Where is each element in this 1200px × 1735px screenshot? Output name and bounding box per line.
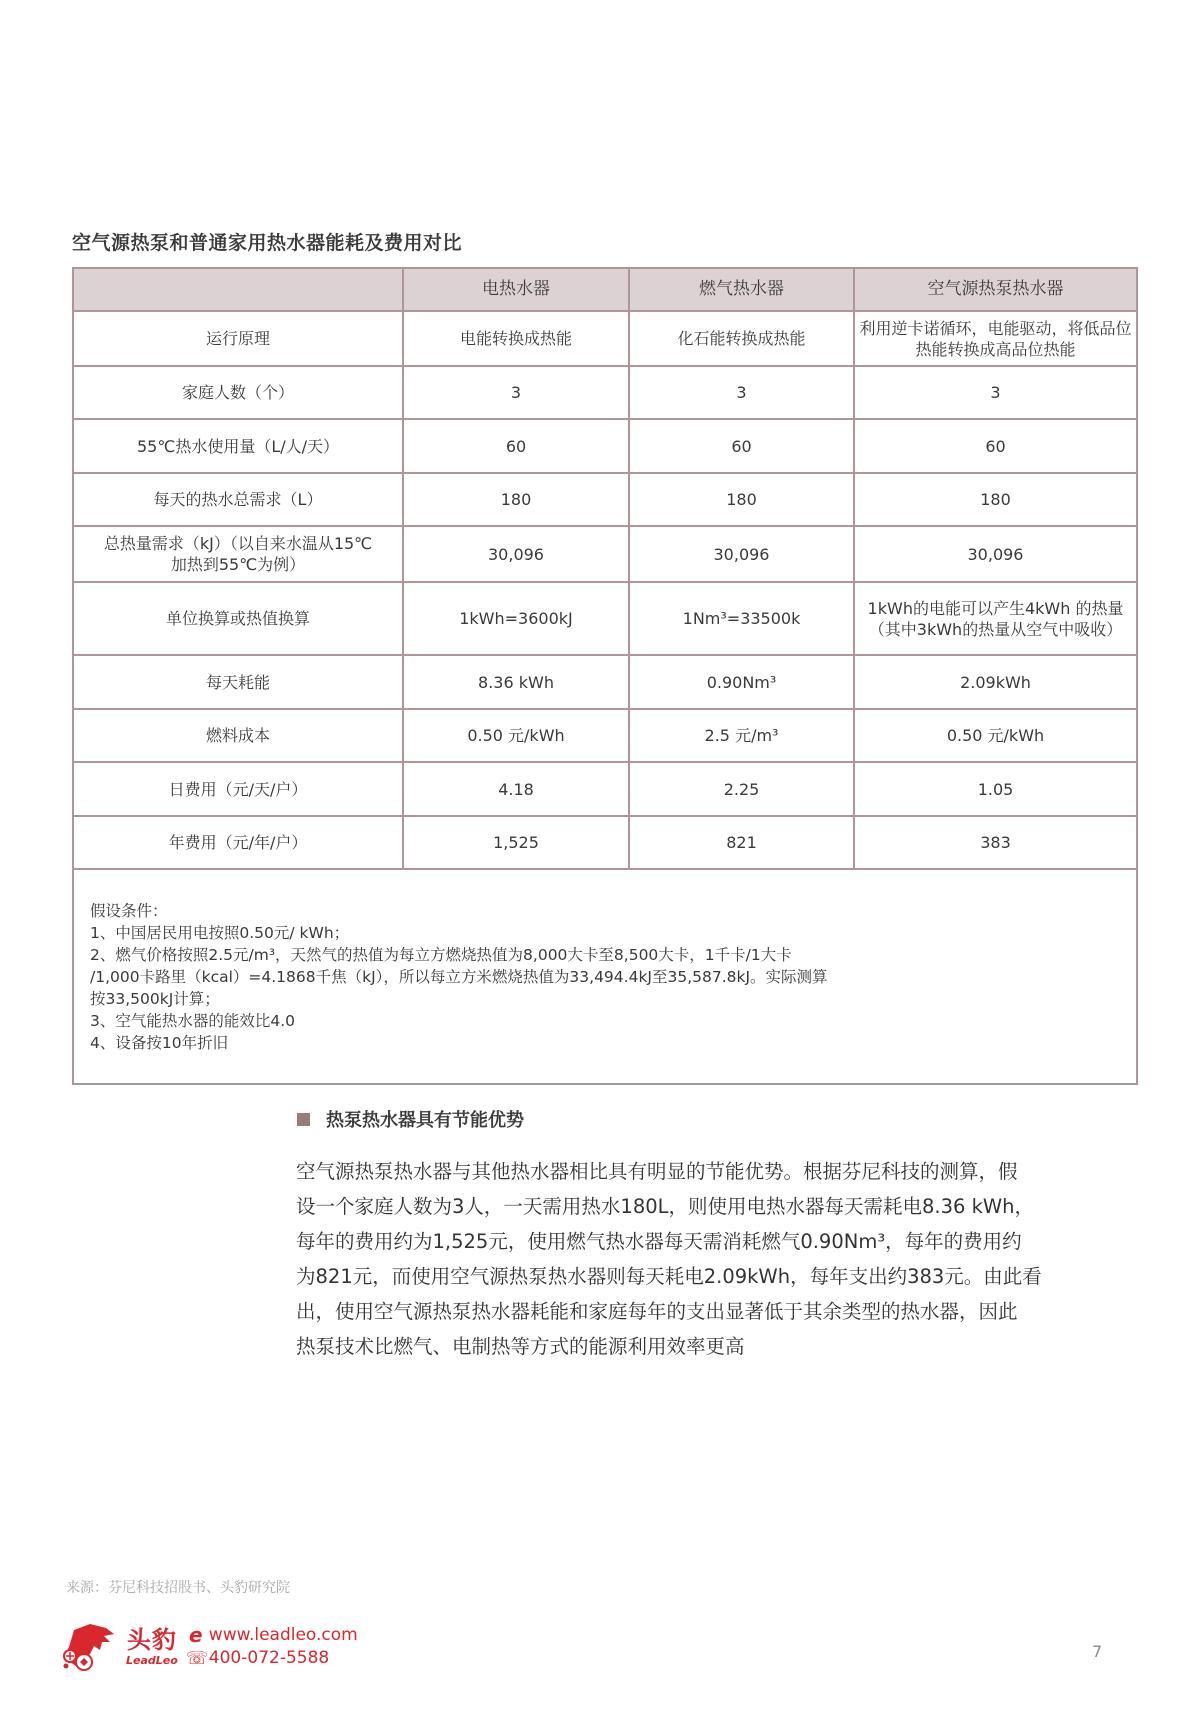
cell-gas: 2.25 [629, 762, 854, 816]
table-row [73, 311, 1137, 366]
header-cell-empty [73, 268, 403, 311]
table-row [73, 366, 1137, 419]
brand-name [126, 1626, 178, 1668]
cell-heatpump: 1kWh的电能可以产生4kWh 的热量（其中3kWh的热量从空气中吸收） [854, 582, 1137, 655]
document-title: 空气源热泵和普通家用热水器能耗及费用对比 [72, 232, 463, 254]
notes-heading: 假设条件： [90, 901, 168, 920]
assumptions-notes [73, 869, 1137, 1084]
cell-electric: 180 [403, 473, 629, 526]
header-cell-electric: 电热水器 [403, 268, 629, 311]
row-label: 燃料成本 [73, 709, 403, 762]
row-label: 年费用（元/年/户） [73, 816, 403, 869]
cell-gas: 180 [629, 473, 854, 526]
table-row [73, 419, 1137, 473]
note-item: 3、空气能热水器的能效比4.0 [90, 1011, 296, 1030]
website-link[interactable]: www.leadleo.com [208, 1625, 358, 1645]
note-item: 4、设备按10年折旧 [90, 1033, 229, 1052]
header-cell-heatpump: 空气源热泵热水器 [854, 268, 1137, 311]
cell-gas: 0.90Nm³ [629, 655, 854, 709]
cell-heatpump: 383 [854, 816, 1137, 869]
table-row [73, 762, 1137, 816]
table-row [73, 709, 1137, 762]
cell-gas: 821 [629, 816, 854, 869]
cell-gas: 30,096 [629, 526, 854, 582]
cell-electric: 60 [403, 419, 629, 473]
row-label: 每天的热水总需求（L） [73, 473, 403, 526]
note-item: 2、燃气价格按照2.5元/m³，天然气的热值为每立方燃烧热值为8,000大卡至8,500大卡，1千卡/1大卡 [90, 945, 792, 964]
row-label: 日费用（元/天/户） [73, 762, 403, 816]
notes-row [73, 869, 1137, 1084]
body-paragraph [296, 1154, 1136, 1364]
website-row [186, 1624, 358, 1647]
cell-electric: 1kWh=3600kJ [403, 582, 629, 655]
cell-electric: 4.18 [403, 762, 629, 816]
web-e-icon: e [189, 1623, 203, 1647]
cell-heatpump: 30,096 [854, 526, 1137, 582]
cell-electric: 30,096 [403, 526, 629, 582]
phone-icon: ☏ [185, 1648, 209, 1669]
paragraph-line: 每年的费用约为1,525元，使用燃气热水器每天需消耗燃气0.90Nm³，每年的费用约 [296, 1230, 1022, 1253]
cell-heatpump: 60 [854, 419, 1137, 473]
cell-gas: 1Nm³=33500k [629, 582, 854, 655]
cell-heatpump: 2.09kWh [854, 655, 1137, 709]
page-number: 7 [1092, 1642, 1103, 1661]
table-row [73, 526, 1137, 582]
cell-heatpump: 1.05 [854, 762, 1137, 816]
note-item: /1,000卡路里（kcal）=4.1868千焦（kJ），所以每立方米燃烧热值为33,494.4kJ至35,587.8kJ。实际测算 [90, 967, 828, 986]
brand-cn: 头豹 [126, 1626, 177, 1654]
cell-electric: 电能转换成热能 [403, 311, 629, 366]
phone-number: 400-072-5588 [208, 1648, 330, 1668]
row-label: 家庭人数（个） [73, 366, 403, 419]
table-row [73, 816, 1137, 869]
cell-electric: 1,525 [403, 816, 629, 869]
section-heading-text: 热泵热水器具有节能优势 [326, 1110, 524, 1131]
cell-electric: 0.50 元/kWh [403, 709, 629, 762]
paragraph-line: 出，使用空气源热泵热水器耗能和家庭每年的支出显著低于其余类型的热水器，因此 [296, 1300, 1018, 1323]
leopard-logo-icon [60, 1620, 116, 1674]
footer-brand [60, 1620, 358, 1674]
source-note: 来源：芬尼科技招股书、头豹研究院 [66, 1580, 290, 1596]
phone-row [186, 1647, 358, 1670]
cell-gas: 2.5 元/m³ [629, 709, 854, 762]
square-bullet-icon [297, 1113, 310, 1126]
paragraph-line: 空气源热泵热水器与其他热水器相比具有明显的节能优势。根据芬尼科技的测算，假 [296, 1160, 1018, 1183]
cell-electric: 3 [403, 366, 629, 419]
row-label: 单位换算或热值换算 [73, 582, 403, 655]
row-label: 运行原理 [73, 311, 403, 366]
header-cell-gas: 燃气热水器 [629, 268, 854, 311]
cell-heatpump: 利用逆卡诺循环，电能驱动，将低品位热能转换成高品位热能 [854, 311, 1137, 366]
cell-electric: 8.36 kWh [403, 655, 629, 709]
brand-en: LeadLeo [126, 1654, 178, 1667]
paragraph-line: 为821元，而使用空气源热泵热水器则每天耗电2.09kWh，每年支出约383元。由此看 [296, 1265, 1042, 1288]
section-heading [297, 1106, 524, 1132]
cell-gas: 60 [629, 419, 854, 473]
paragraph-line: 热泵技术比燃气、电制热等方式的能源利用效率更高 [296, 1335, 745, 1358]
table-row [73, 473, 1137, 526]
row-label: 每天耗能 [73, 655, 403, 709]
row-label: 总热量需求（kJ）（以自来水温从15℃加热到55℃为例） [73, 526, 403, 582]
note-item: 按33,500kJ计算； [90, 989, 220, 1008]
cell-heatpump: 180 [854, 473, 1137, 526]
cell-heatpump: 0.50 元/kWh [854, 709, 1137, 762]
cell-gas: 3 [629, 366, 854, 419]
cell-heatpump: 3 [854, 366, 1137, 419]
paragraph-line: 设一个家庭人数为3人，一天需用热水180L，则使用电热水器每天需耗电8.36 kWh， [296, 1195, 1035, 1218]
table-row [73, 582, 1137, 655]
contact-info [186, 1624, 358, 1670]
row-label: 55℃热水使用量（L/人/天） [73, 419, 403, 473]
table-row [73, 655, 1137, 709]
comparison-table [72, 267, 1138, 1085]
table-header-row [73, 268, 1137, 311]
note-item: 1、中国居民用电按照0.50元/ kWh； [90, 923, 350, 942]
cell-gas: 化石能转换成热能 [629, 311, 854, 366]
